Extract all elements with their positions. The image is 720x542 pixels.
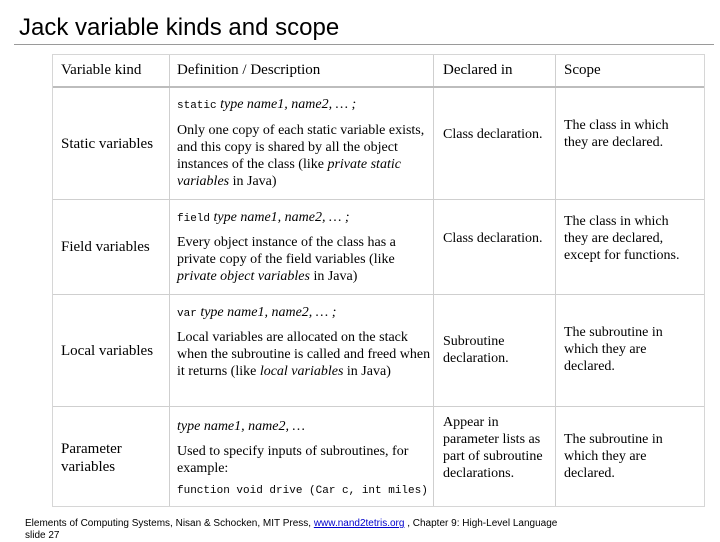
slide-number: slide 27 <box>25 530 60 541</box>
declaration-syntax <box>177 418 432 435</box>
header-description: Definition / Description <box>177 62 321 78</box>
scope-cell: The subroutine in which they are declared. <box>564 432 663 481</box>
footer-chapter: , Chapter 9: High-Level Language <box>404 518 558 529</box>
header-declared-in: Declared in <box>443 62 513 78</box>
scope-cell: The subroutine in which they are declared. <box>564 325 663 374</box>
decl-keyword: var <box>177 308 197 320</box>
code-example: function void drive (Car c, int miles) <box>177 485 428 497</box>
declaration-syntax <box>177 96 432 115</box>
description-cell: Local variables are allocated on the stack when the subroutine is called and freed when it returns (like local variables in Java) <box>177 330 431 379</box>
declaration-syntax <box>177 209 432 228</box>
scope-cell: The class in which they are declared, except for functions. <box>564 214 680 263</box>
slide-title: Jack variable kinds and scope <box>19 14 340 41</box>
footer-link[interactable]: www.nand2tetris.org <box>313 518 405 529</box>
declaration-syntax <box>177 304 432 323</box>
decl-keyword: static <box>177 100 217 112</box>
kind-cell: Parameter variables <box>61 441 122 475</box>
title-divider <box>14 44 714 45</box>
decl-rest: type name1, name2, … <box>177 419 305 434</box>
description-cell: Every object instance of the class has a private copy of the field variables (like private object variables in Java) <box>177 235 396 284</box>
description-cell: Only one copy of each static variable exists, and this copy is shared by all the object instances of the class (like private static variables in Java) <box>177 123 425 189</box>
row-divider <box>53 294 704 295</box>
header-kind: Variable kind <box>61 62 142 78</box>
decl-rest: type name1, name2, … ; <box>220 97 357 112</box>
declared-in-cell: Class declaration. <box>443 231 543 246</box>
kind-cell: Static variables <box>61 136 154 152</box>
declared-in-cell: Appear in parameter lists as part of subroutine declarations. <box>443 415 543 481</box>
declared-in-cell: Subroutine declaration. <box>443 334 509 366</box>
decl-rest: type name1, name2, … ; <box>213 210 350 225</box>
header-scope: Scope <box>564 62 601 78</box>
decl-rest: type name1, name2, … ; <box>200 305 337 320</box>
decl-keyword: field <box>177 213 211 225</box>
kind-cell: Local variables <box>61 343 154 359</box>
row-divider <box>53 406 704 407</box>
col-separator <box>433 55 434 506</box>
declared-in-cell: Class declaration. <box>443 127 543 142</box>
col-separator <box>555 55 556 506</box>
col-separator <box>169 55 170 506</box>
kind-cell: Field variables <box>61 239 150 255</box>
scope-cell: The class in which they are declared. <box>564 118 669 150</box>
description-cell: Used to specify inputs of subroutines, for example: <box>177 444 409 476</box>
footer <box>25 518 557 542</box>
footer-text: Elements of Computing Systems, Nisan & Schocken, MIT Press, <box>25 518 314 529</box>
header-divider <box>53 86 704 88</box>
row-divider <box>53 199 704 200</box>
variable-kinds-table <box>52 54 705 507</box>
